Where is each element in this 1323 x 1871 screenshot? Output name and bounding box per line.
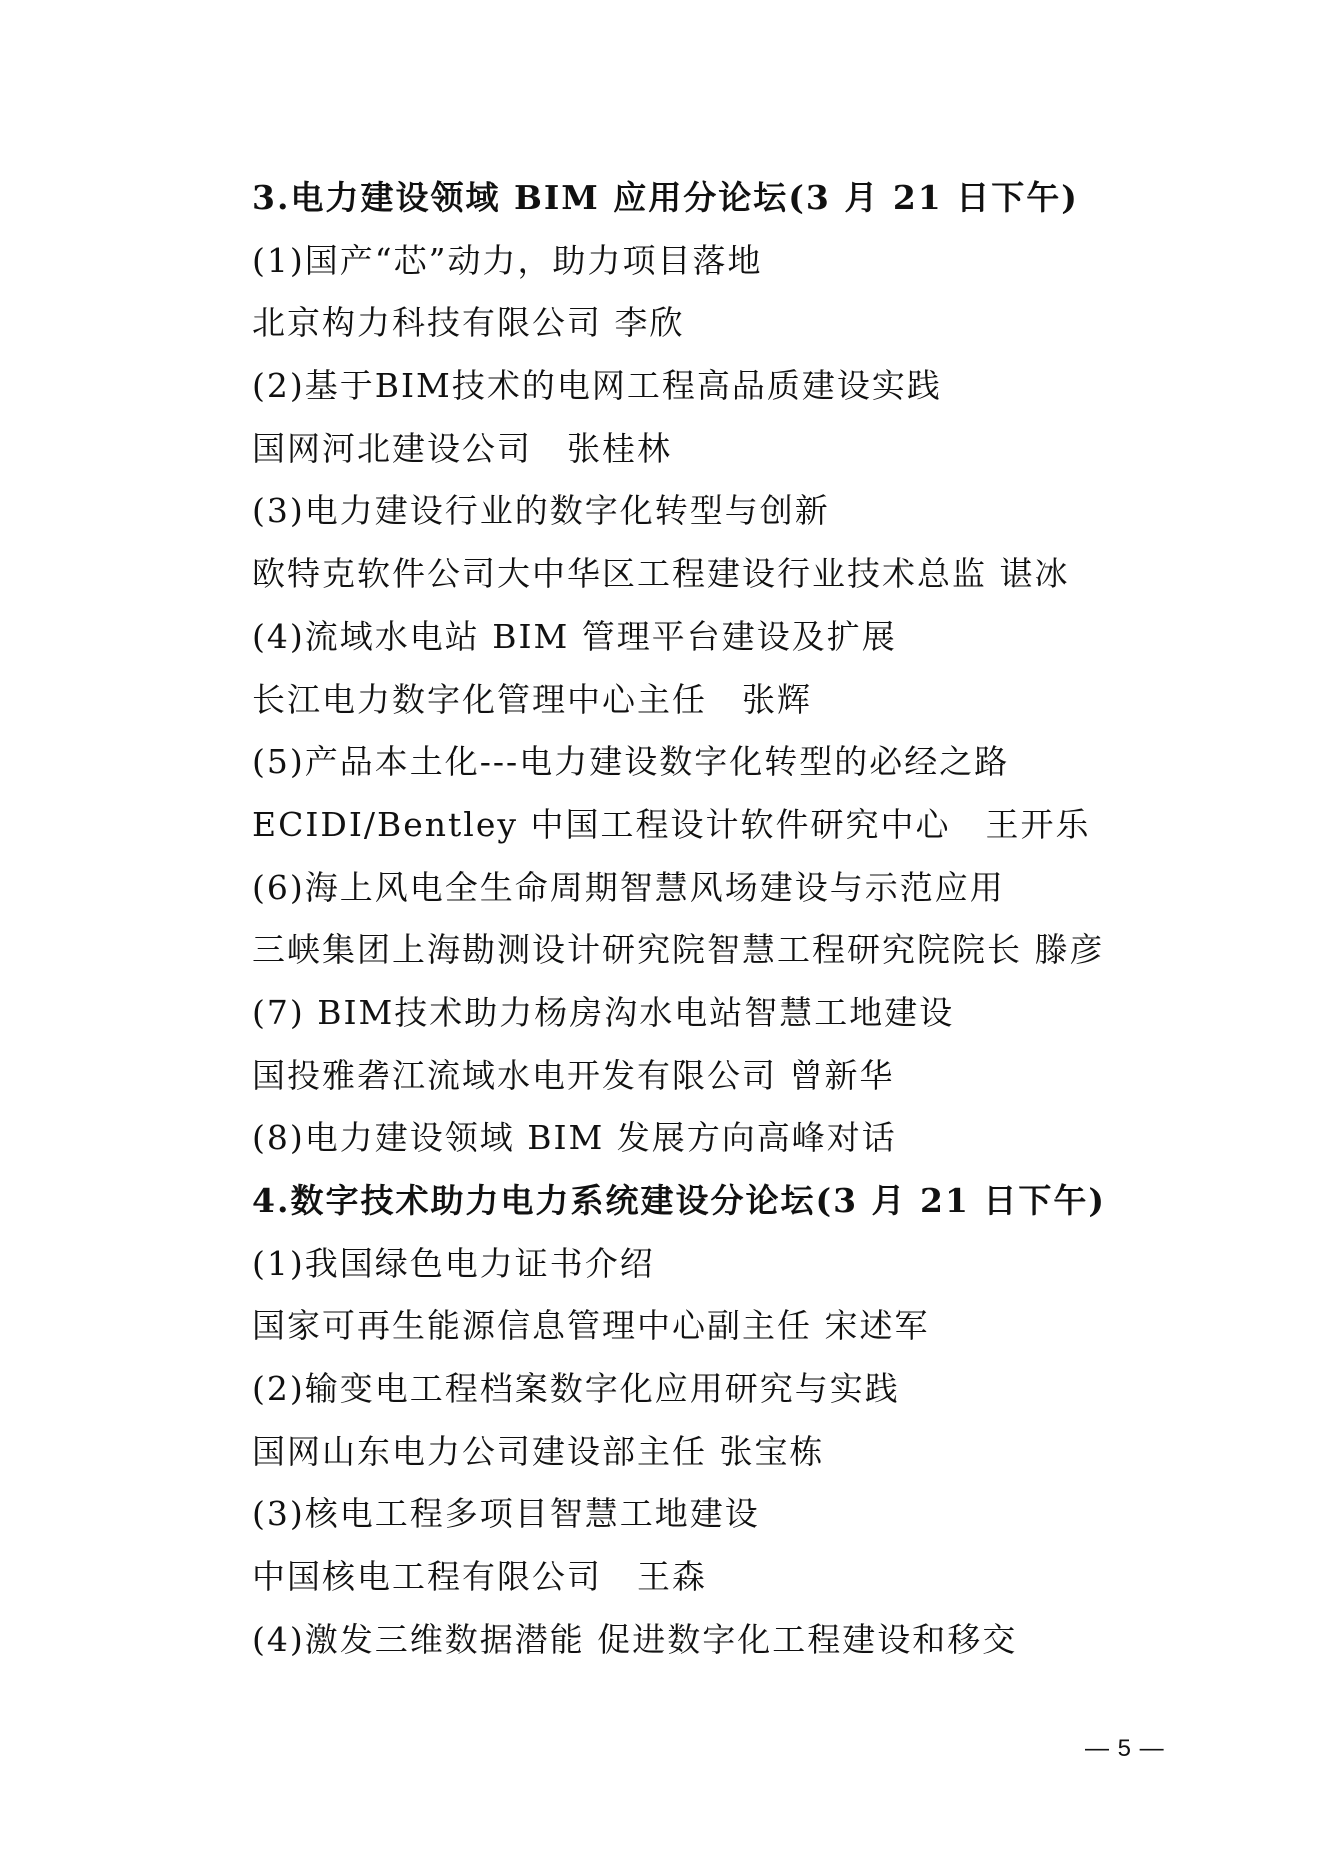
agenda-item-speaker: 国家可再生能源信息管理中心副主任 宋述军 [252, 1306, 930, 1346]
agenda-item-speaker: 中国核电工程有限公司 王森 [252, 1557, 707, 1597]
agenda-item-speaker: 国投雅砻江流域水电开发有限公司 曾新华 [252, 1055, 895, 1095]
agenda-item-title: (2)基于BIM技术的电网工程高品质建设实践 [252, 366, 942, 406]
page-number: — 5 — [1085, 1735, 1165, 1762]
agenda-item-title: (7) BIM技术助力杨房沟水电站智慧工地建设 [252, 992, 955, 1032]
section-heading-digital-forum: 4.数字技术助力电力系统建设分论坛(3 月 21 日下午) [252, 1181, 1107, 1220]
agenda-item-speaker: 国网山东电力公司建设部主任 张宝栋 [252, 1431, 825, 1471]
agenda-item-title: (3)核电工程多项目智慧工地建设 [252, 1494, 760, 1534]
agenda-item-speaker: ECIDI/Bentley 中国工程设计软件研究中心 王开乐 [252, 804, 1091, 844]
agenda-item-speaker: 国网河北建设公司 张桂林 [252, 428, 672, 468]
agenda-item-title: (8)电力建设领域 BIM 发展方向高峰对话 [252, 1118, 897, 1158]
agenda-item-title: (1)我国绿色电力证书介绍 [252, 1243, 655, 1283]
agenda-item-title: (6)海上风电全生命周期智慧风场建设与示范应用 [252, 867, 1005, 907]
agenda-item-title: (3)电力建设行业的数字化转型与创新 [252, 491, 830, 531]
agenda-content [252, 167, 1152, 1672]
agenda-item-speaker: 长江电力数字化管理中心主任 张辉 [252, 679, 812, 719]
section-heading-bim-forum: 3.电力建设领域 BIM 应用分论坛(3 月 21 日下午) [252, 178, 1079, 217]
agenda-item-title: (4)流域水电站 BIM 管理平台建设及扩展 [252, 616, 897, 656]
agenda-item-title: (2)输变电工程档案数字化应用研究与实践 [252, 1369, 900, 1409]
agenda-item-speaker: 三峡集团上海勘测设计研究院智慧工程研究院院长 滕彦 [252, 930, 1105, 970]
agenda-item-title: (1)国产“芯”动力，助力项目落地 [252, 240, 763, 280]
agenda-item-speaker: 欧特克软件公司大中华区工程建设行业技术总监 谌冰 [252, 554, 1070, 594]
agenda-item-speaker: 北京构力科技有限公司 李欣 [252, 303, 685, 343]
agenda-item-title: (4)激发三维数据潜能 促进数字化工程建设和移交 [252, 1619, 1018, 1659]
agenda-item-title: (5)产品本土化---电力建设数字化转型的必经之路 [252, 742, 1010, 782]
